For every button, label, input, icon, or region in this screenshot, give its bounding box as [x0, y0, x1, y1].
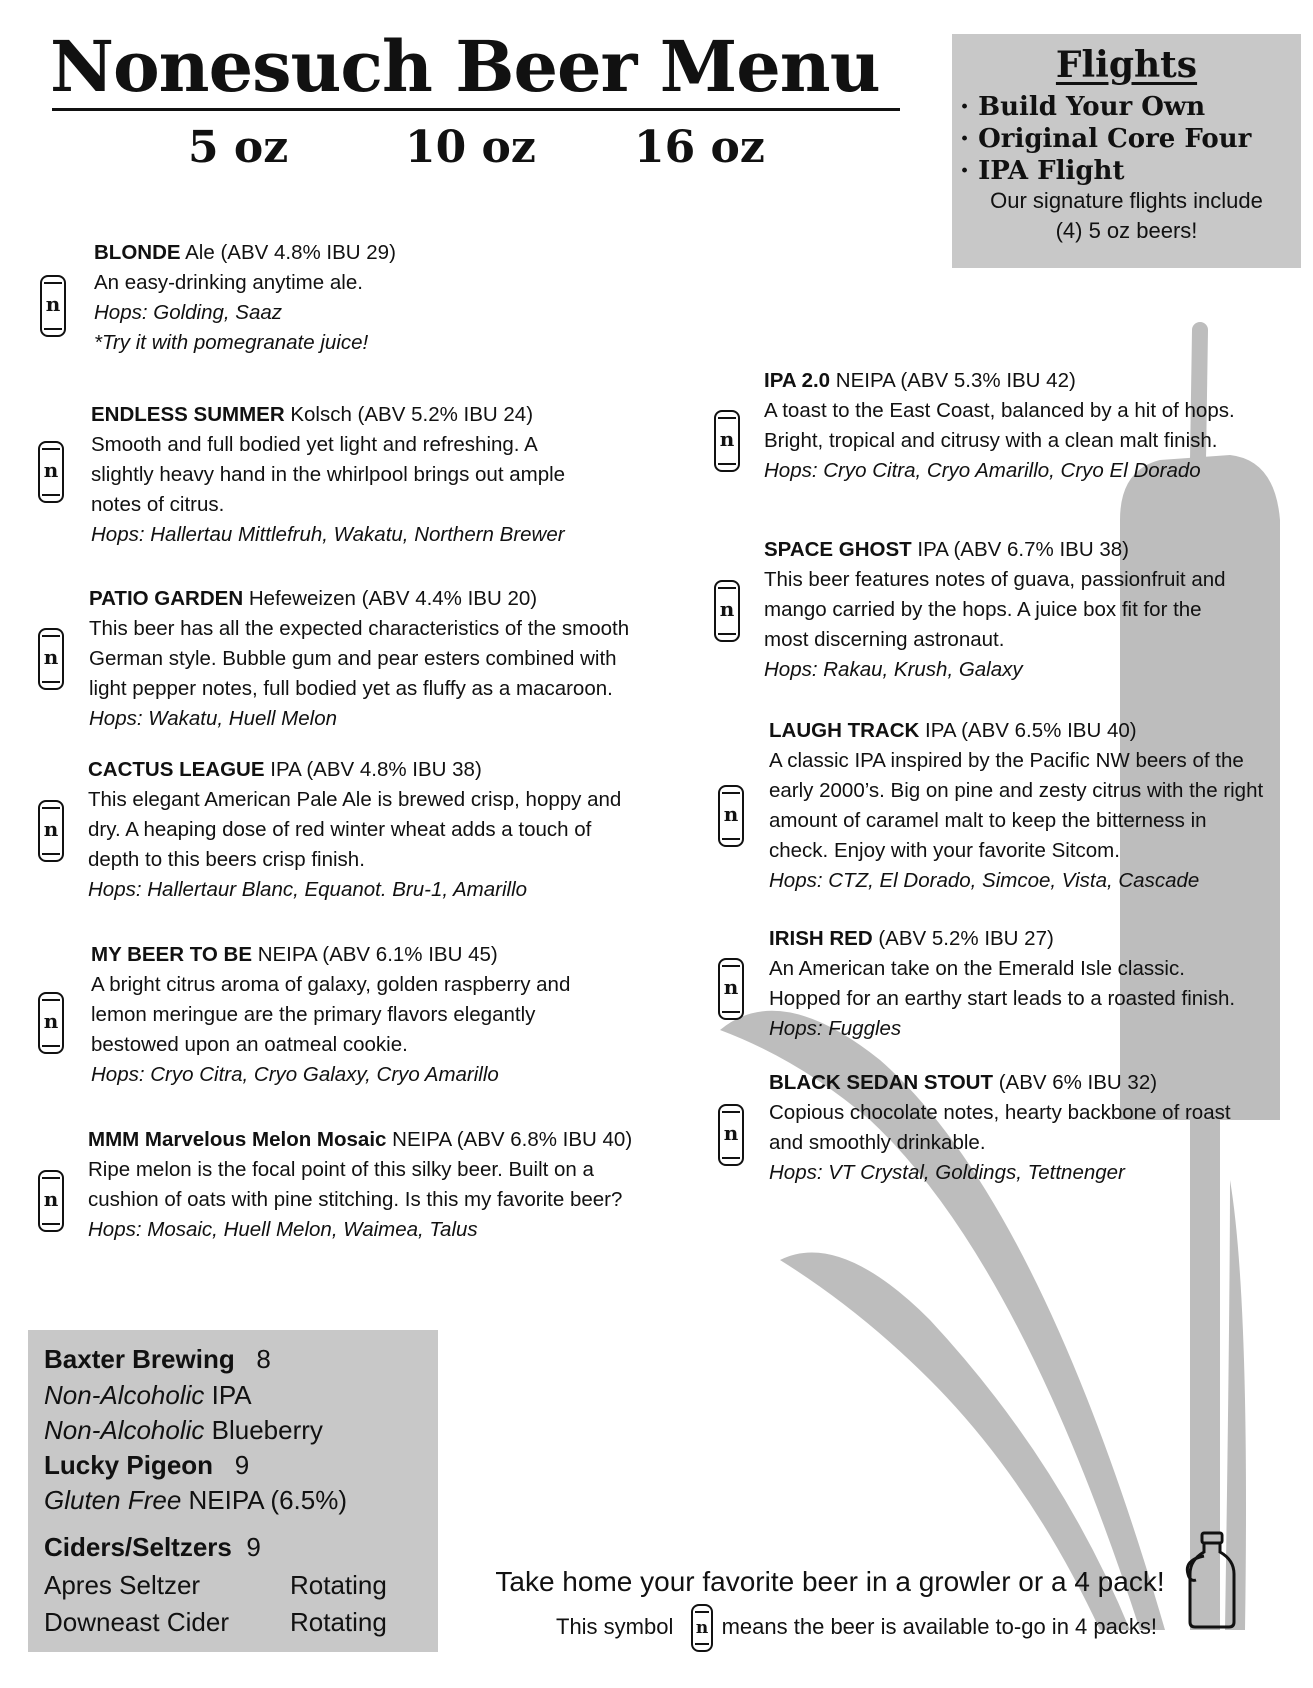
beer-entry-cactus-league	[88, 755, 621, 905]
symbol-text-after: means the beer is available to-go in 4 packs!	[721, 1614, 1157, 1639]
ciders-title: Ciders/Seltzers	[44, 1532, 232, 1562]
beer-name: CACTUS LEAGUE	[88, 758, 265, 781]
beer-desc: and smoothly drinkable.	[769, 1131, 986, 1154]
can-icon: n	[691, 1604, 713, 1652]
beer-hops: Hops: Hallertau Mittlefruh, Wakatu, Northern Brewer	[91, 523, 565, 546]
beer-name: ENDLESS SUMMER	[91, 403, 285, 426]
beer-desc: cushion of oats with pine stitching. Is this my favorite beer?	[88, 1188, 623, 1211]
beer-desc: light pepper notes, full bodied yet as fluffy as a macaroon.	[89, 677, 613, 700]
price: 9	[234, 1450, 250, 1480]
flight-item: · Original Core Four	[960, 124, 1252, 154]
beer-desc: lemon meringue are the primary flavors elegantly	[91, 1003, 536, 1026]
beer-style: NEIPA (ABV 6.8% IBU 40)	[386, 1128, 633, 1151]
size-10oz: 10 oz	[405, 122, 536, 173]
beer-name: LAUGH TRACK	[769, 719, 920, 742]
beer-style: Ale (ABV 4.8% IBU 29)	[180, 241, 396, 264]
beer-desc: This beer has all the expected characteristics of the smooth	[89, 617, 630, 640]
can-icon: n	[714, 580, 740, 642]
beer-style: IPA (ABV 6.7% IBU 38)	[911, 538, 1129, 561]
na-item-name: IPA	[211, 1380, 252, 1410]
can-icon: n	[718, 785, 744, 847]
can-icon: n	[38, 992, 64, 1054]
cider-item-value: Rotating	[290, 1607, 387, 1637]
beer-entry-irish-red	[769, 924, 1235, 1044]
beer-hops: Hops: CTZ, El Dorado, Simcoe, Vista, Cascade	[769, 869, 1200, 892]
beer-name: MMM Marvelous Melon Mosaic	[88, 1128, 387, 1151]
beer-desc: slightly heavy hand in the whirlpool brings out ample	[91, 463, 566, 486]
flight-item-label: Original Core Four	[978, 124, 1252, 154]
brewery-name: Lucky Pigeon	[44, 1450, 214, 1480]
cider-item-name: Apres Seltzer	[44, 1570, 201, 1600]
gf-item-name: NEIPA (6.5%)	[188, 1485, 347, 1515]
size-16oz: 16 oz	[634, 122, 765, 173]
beer-style: IPA (ABV 6.5% IBU 40)	[919, 719, 1137, 742]
can-icon: n	[714, 410, 740, 472]
beer-hops: Hops: Wakatu, Huell Melon	[89, 707, 338, 730]
symbol-legend	[556, 1612, 1157, 1642]
na-label: Non-Alcoholic	[44, 1380, 205, 1410]
beer-desc: most discerning astronaut.	[764, 628, 1005, 651]
na-label: Non-Alcoholic	[44, 1415, 205, 1445]
beer-desc: An easy-drinking anytime ale.	[94, 271, 363, 294]
can-icon: n	[38, 628, 64, 690]
beer-desc: check. Enjoy with your favorite Sitcom.	[769, 839, 1120, 862]
price: 9	[246, 1532, 261, 1562]
beer-style: Kolsch (ABV 5.2% IBU 24)	[284, 403, 534, 426]
beer-desc: bestowed upon an oatmeal cookie.	[91, 1033, 408, 1056]
beer-entry-laugh-track	[769, 716, 1263, 896]
cider-item-value: Rotating	[290, 1570, 387, 1600]
beer-desc: A bright citrus aroma of galaxy, golden raspberry and	[91, 973, 571, 996]
beer-desc: notes of citrus.	[91, 493, 225, 516]
gf-item	[44, 1483, 347, 1517]
beer-desc: Copious chocolate notes, hearty backbone of roast	[769, 1101, 1231, 1124]
beer-entry-mmm-marvelous-melon-mosaic	[88, 1125, 632, 1245]
beer-entry-space-ghost	[764, 535, 1226, 685]
brewery-name: Baxter Brewing	[44, 1344, 235, 1374]
beer-hops: Hops: Rakau, Krush, Galaxy	[764, 658, 1023, 681]
symbol-text-before: This symbol	[556, 1614, 674, 1639]
beer-hops: Hops: Mosaic, Huell Melon, Waimea, Talus	[88, 1218, 478, 1241]
beer-entry-ipa-2-0	[764, 366, 1235, 486]
beer-style: IPA (ABV 4.8% IBU 38)	[264, 758, 482, 781]
flight-item-label: Build Your Own	[978, 92, 1206, 122]
can-icon: n	[718, 958, 744, 1020]
beer-name: MY BEER TO BE	[91, 943, 252, 966]
beer-desc: dry. A heaping dose of red winter wheat adds a touch of	[88, 818, 592, 841]
beer-name: BLACK SEDAN STOUT	[769, 1071, 993, 1094]
beer-style: (ABV 5.2% IBU 27)	[872, 927, 1054, 950]
beer-desc: A classic IPA inspired by the Pacific NW beers of the	[769, 749, 1244, 772]
beer-hops: Hops: Fuggles	[769, 1017, 902, 1040]
beer-hops: Hops: Cryo Citra, Cryo Amarillo, Cryo El Dorado	[764, 459, 1201, 482]
cider-item-name: Downeast Cider	[44, 1607, 229, 1637]
beer-name: IPA 2.0	[764, 369, 831, 392]
beer-hops: Hops: Golding, Saaz	[94, 301, 283, 324]
beer-name: SPACE GHOST	[764, 538, 912, 561]
gf-label: Gluten Free	[44, 1485, 182, 1515]
beer-style: NEIPA (ABV 6.1% IBU 45)	[252, 943, 498, 966]
flights-note-line: (4) 5 oz beers!	[1055, 218, 1198, 243]
baxter-brewing-heading	[44, 1342, 271, 1376]
flight-item: · IPA Flight	[960, 156, 1125, 186]
beer-entry-black-sedan-stout	[769, 1068, 1231, 1188]
beer-desc: amount of caramel malt to keep the bitterness in	[769, 809, 1207, 832]
flights-note	[952, 186, 1301, 246]
beer-entry-blonde	[94, 238, 396, 358]
na-item	[44, 1413, 323, 1447]
na-item-name: Blueberry	[211, 1415, 323, 1445]
beer-entry-patio-garden	[89, 584, 629, 734]
lucky-pigeon-heading	[44, 1448, 249, 1482]
flights-title: Flights	[1055, 44, 1198, 86]
beer-desc: Smooth and full bodied yet light and refreshing. A	[91, 433, 538, 456]
can-icon: n	[38, 800, 64, 862]
beer-entry-my-beer-to-be	[91, 940, 570, 1090]
price: 8	[256, 1344, 271, 1374]
beer-desc: Hopped for an earthy start leads to a roasted finish.	[769, 987, 1236, 1010]
beer-name: IRISH RED	[769, 927, 873, 950]
beer-entry-endless-summer	[91, 400, 565, 550]
beer-desc: This elegant American Pale Ale is brewed crisp, hoppy and	[88, 788, 622, 811]
flight-item: · Build Your Own	[960, 92, 1206, 122]
growler-icon	[1184, 1530, 1240, 1630]
takehome-text: Take home your favorite beer in a growler or a 4 pack!	[495, 1566, 1165, 1597]
ciders-heading	[44, 1530, 261, 1564]
beer-desc: An American take on the Emerald Isle classic.	[769, 957, 1185, 980]
beer-note: *Try it with pomegranate juice!	[94, 331, 369, 354]
beer-desc: This beer features notes of guava, passionfruit and	[764, 568, 1226, 591]
non-alcoholic-panel	[28, 1330, 438, 1652]
flights-note-line: Our signature flights include	[990, 188, 1263, 213]
can-icon: n	[718, 1104, 744, 1166]
beer-style: NEIPA (ABV 5.3% IBU 42)	[830, 369, 1076, 392]
beer-desc: A toast to the East Coast, balanced by a hit of hops.	[764, 399, 1235, 422]
size-5oz: 5 oz	[188, 122, 289, 173]
beer-hops: Hops: VT Crystal, Goldings, Tettnenger	[769, 1161, 1125, 1184]
beer-desc: Ripe melon is the focal point of this silky beer. Built on a	[88, 1158, 594, 1181]
beer-desc: early 2000’s. Big on pine and zesty citrus with the right	[769, 779, 1264, 802]
beer-desc: depth to this beers crisp finish.	[88, 848, 365, 871]
beer-name: PATIO GARDEN	[89, 587, 244, 610]
title-underline	[52, 108, 900, 111]
flight-item-label: IPA Flight	[978, 156, 1125, 186]
beer-hops: Hops: Hallertaur Blanc, Equanot. Bru-1, Amarillo	[88, 878, 528, 901]
beer-name: BLONDE	[94, 241, 181, 264]
beer-style: (ABV 6% IBU 32)	[993, 1071, 1158, 1094]
flights-panel	[952, 34, 1301, 268]
can-icon: n	[38, 1170, 64, 1232]
can-icon: n	[40, 275, 66, 337]
na-item	[44, 1378, 252, 1412]
beer-hops: Hops: Cryo Citra, Cryo Galaxy, Cryo Amarillo	[91, 1063, 499, 1086]
beer-desc: mango carried by the hops. A juice box fit for the	[764, 598, 1202, 621]
menu-title: Nonesuch Beer Menu	[50, 25, 880, 108]
beer-style: Hefeweizen (ABV 4.4% IBU 20)	[243, 587, 538, 610]
can-icon: n	[38, 441, 64, 503]
beer-desc: Bright, tropical and citrusy with a clean malt finish.	[764, 429, 1218, 452]
beer-desc: German style. Bubble gum and pear esters combined with	[89, 647, 617, 670]
